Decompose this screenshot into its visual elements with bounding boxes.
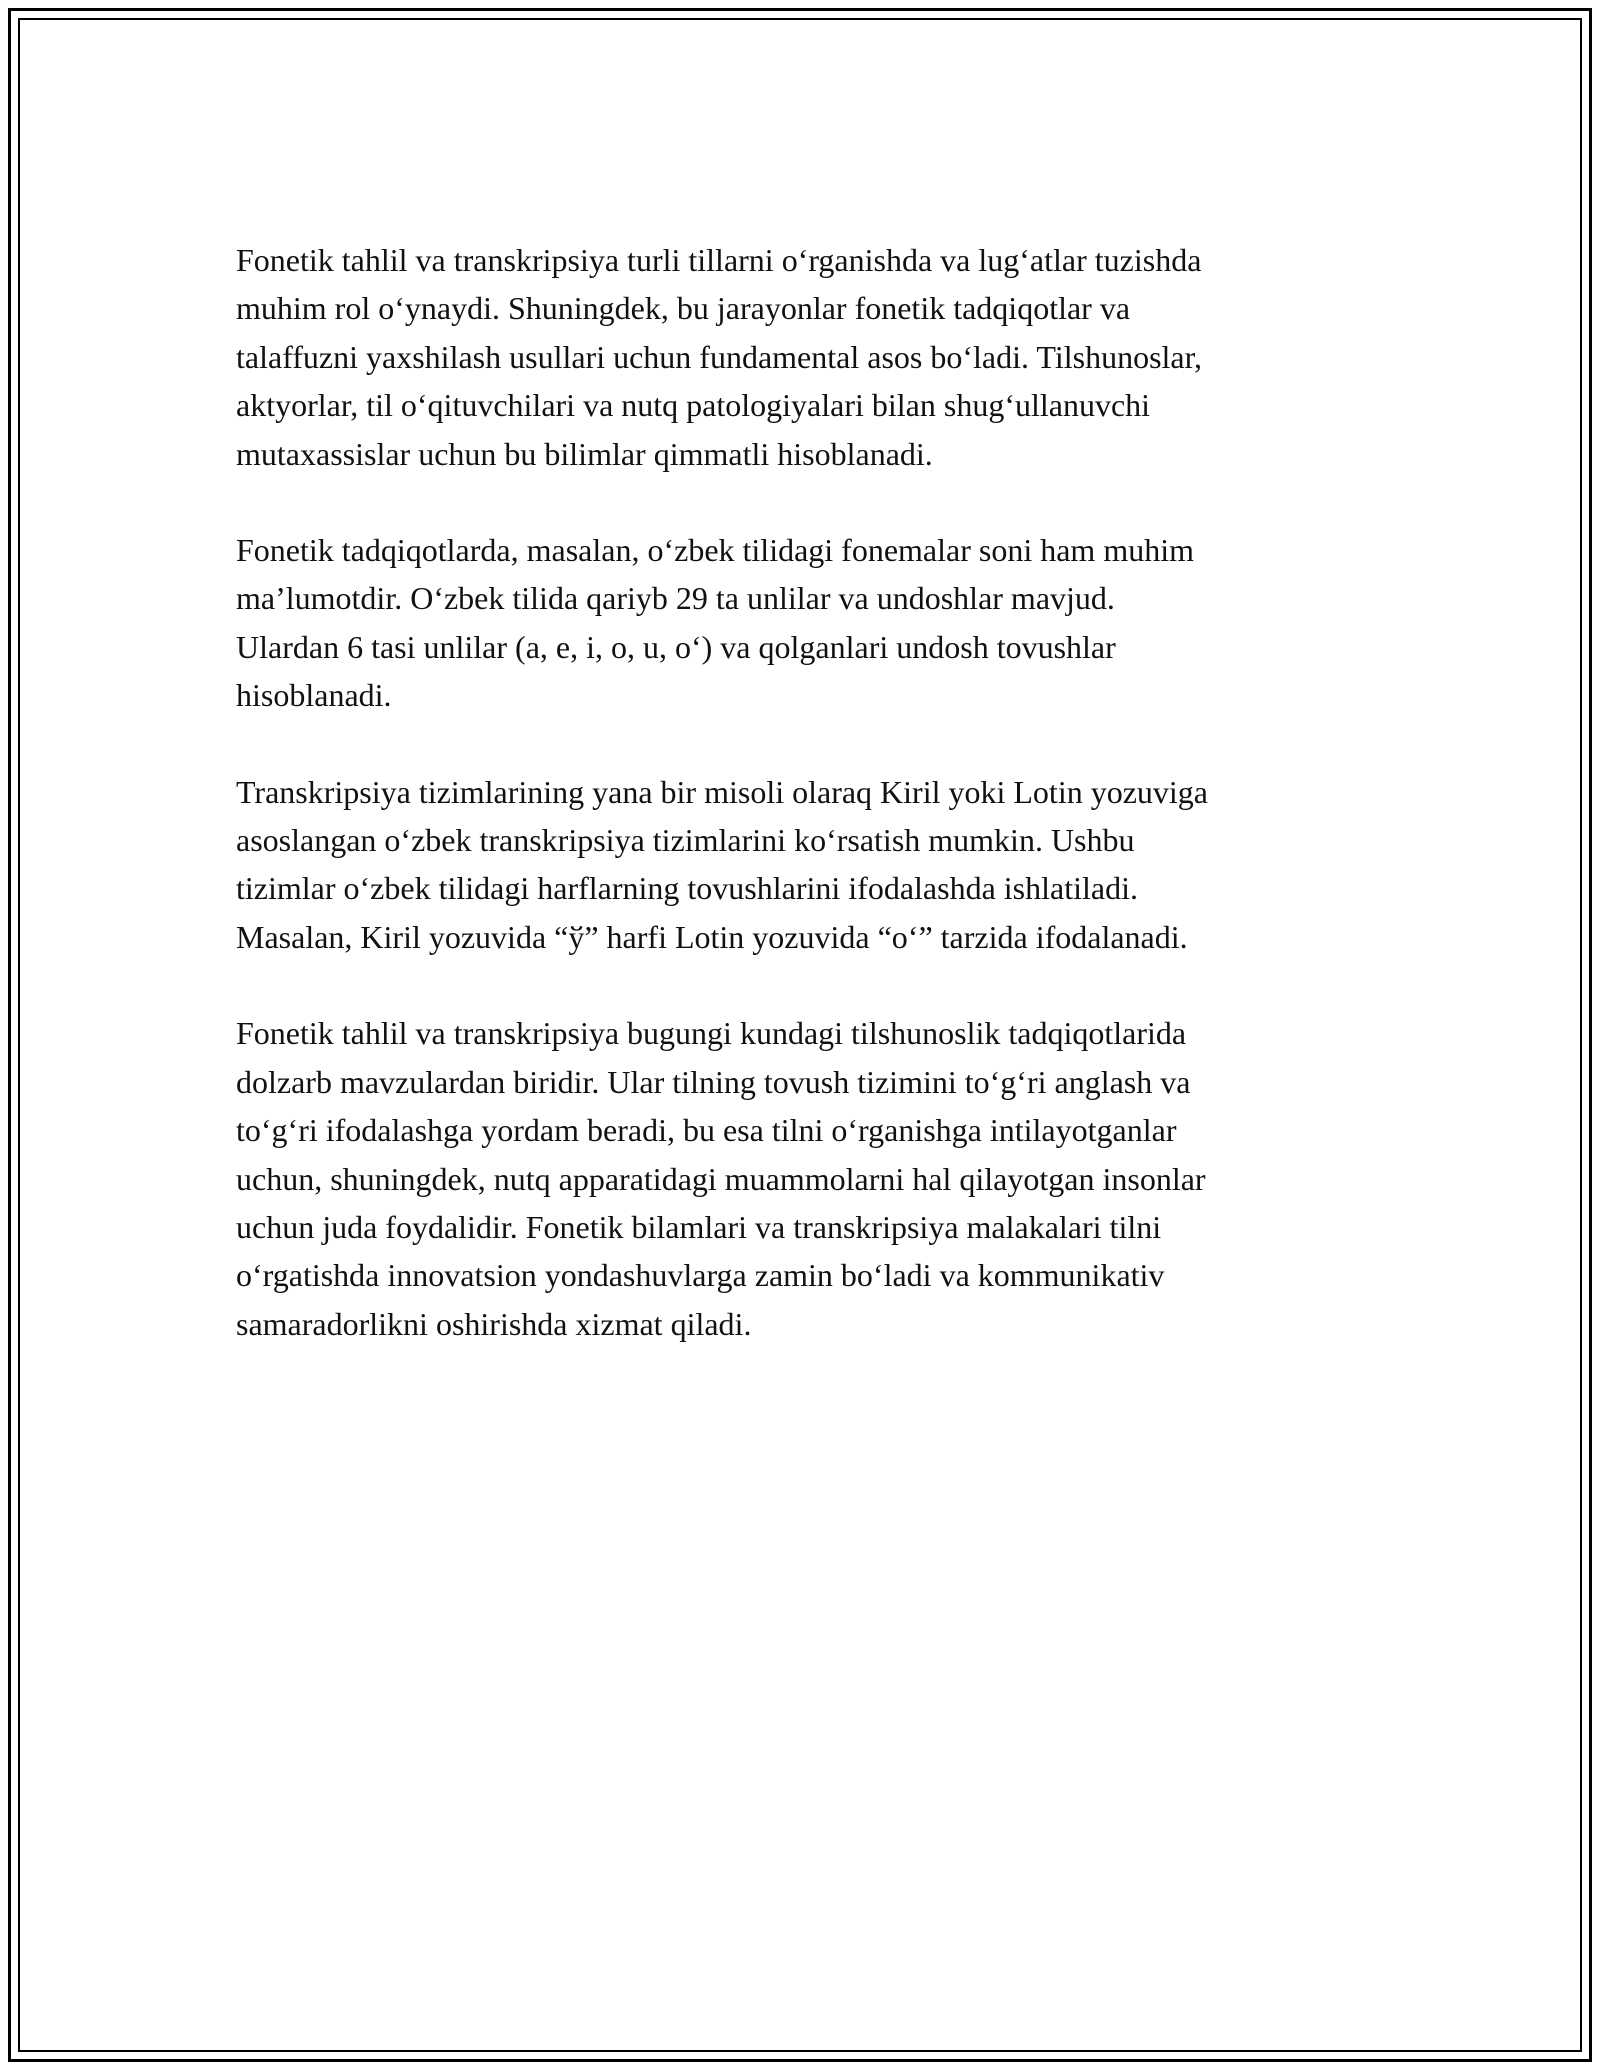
text-line: Fonetik tahlil va transkripsiya turli tillarni o‘rganishda va lug‘atlar tuzishda [236,242,1202,278]
paragraph-2 [236,526,1364,720]
text-line: samaradorlikni oshirishda xizmat qiladi. [236,1305,752,1342]
text-line: muhim rol o‘ynaydi. Shuningdek, bu jarayonlar fonetik tadqiqotlar va [236,290,1131,327]
text-line: Masalan, Kiril yozuvida “ў” harfi Lotin yozuvida “o‘” tarzida ifodalanadi. [236,918,1188,955]
document-body [236,236,1364,1396]
text-line: dolzarb mavzulardan biridir. Ular tilning tovush tizimini to‘g‘ri anglash va [236,1063,1191,1100]
text-line: Fonetik tadqiqotlarda, masalan, o‘zbek tilidagi fonemalar soni ham muhim [236,532,1194,569]
text-line: hisoblanadi. [236,677,392,714]
text-line: aktyorlar, til o‘qituvchilari va nutq patologiyalari bilan shug‘ullanuvchi [236,387,1151,424]
paragraph-1 [236,236,1364,478]
text-line: Ulardan 6 tasi unlilar (a, e, i, o, u, o‘) va qolganlari undosh tovushlar [236,628,1116,665]
text-line: uchun, shuningdek, nutq apparatidagi muammolarni hal qilayotgan insonlar [236,1160,1206,1197]
text-line: ma’lumotdir. O‘zbek tilida qariyb 29 ta unlilar va undoshlar mavjud. [236,580,1115,617]
text-line: uchun juda foydalidir. Fonetik bilamlari va transkripsiya malakalari tilni [236,1208,1162,1245]
paragraph-3 [236,768,1364,962]
text-line: to‘g‘ri ifodalashga yordam beradi, bu esa tilni o‘rganishga intilayotganlar [236,1112,1177,1149]
text-line: Transkripsiya tizimlarining yana bir misoli olaraq Kiril yoki Lotin yozuviga [236,773,1208,810]
text-line: tizimlar o‘zbek tilidagi harflarning tovushlarini ifodalashda ishlatiladi. [236,870,1138,907]
text-line: o‘rgatishda innovatsion yondashuvlarga zamin bo‘ladi va kommunikativ [236,1257,1165,1294]
text-line: Fonetik tahlil va transkripsiya bugungi kundagi tilshunoslik tadqiqotlarida [236,1015,1187,1052]
paragraph-4 [236,1009,1364,1348]
text-line: talaffuzni yaxshilash usullari uchun fundamental asos bo‘ladi. Tilshunoslar, [236,338,1202,375]
text-line: asoslangan o‘zbek transkripsiya tizimlarini ko‘rsatish mumkin. Ushbu [236,822,1135,859]
text-line: mutaxassislar uchun bu bilimlar qimmatli hisoblanadi. [236,435,933,472]
